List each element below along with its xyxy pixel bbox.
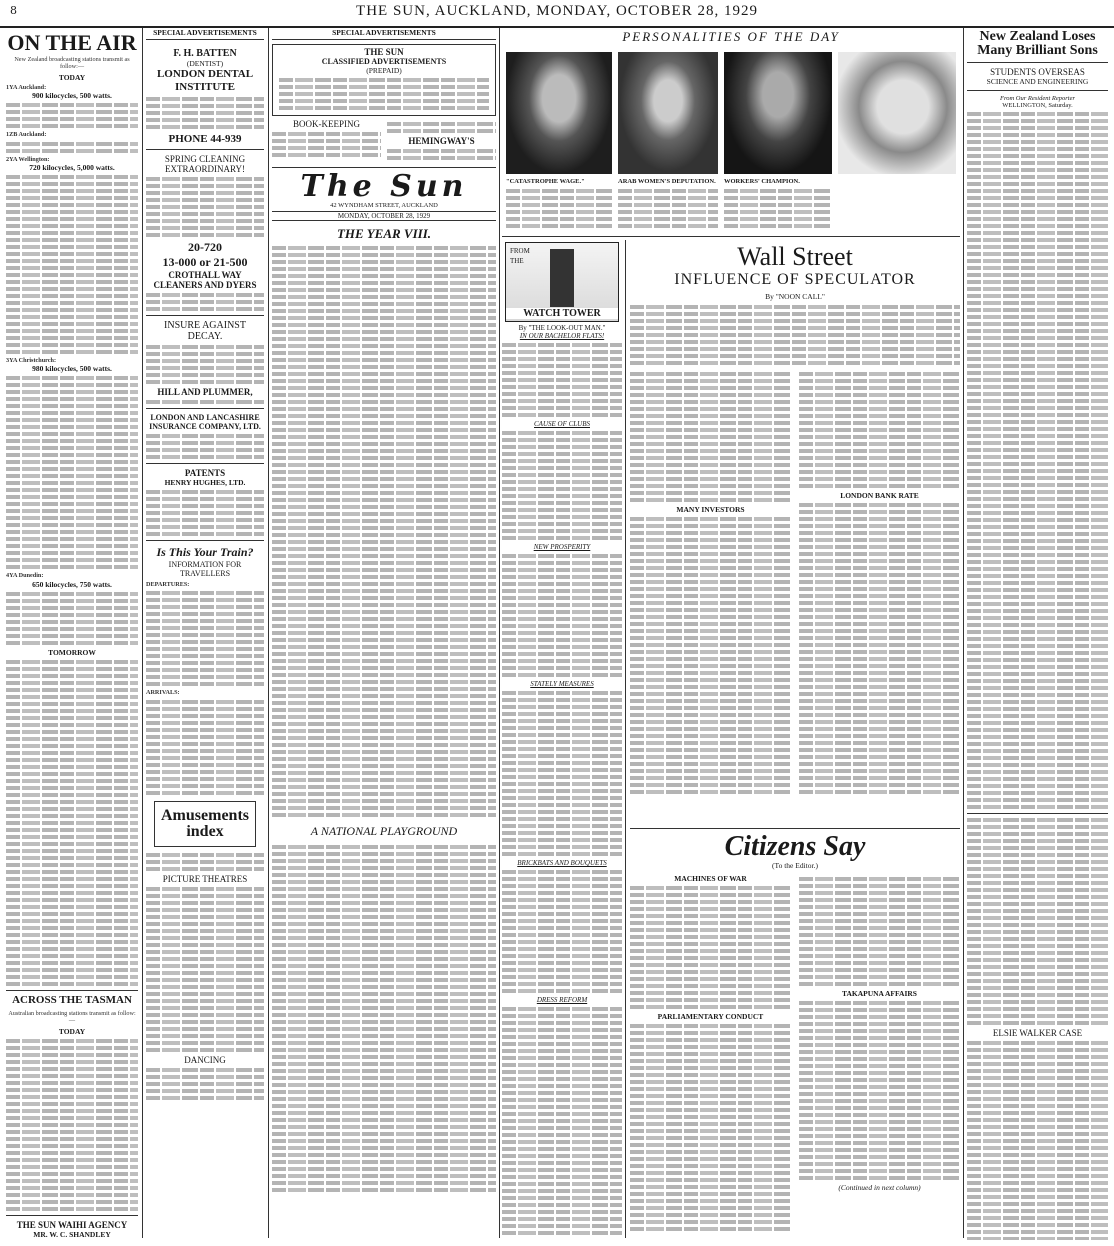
watch-byline: By "THE LOOK-OUT MAN." <box>518 324 606 332</box>
bookkeeping-heading: BOOK-KEEPING <box>293 119 360 129</box>
waihi-agency-title: THE SUN WAIHI AGENCY <box>16 1219 128 1230</box>
editorial-text <box>272 246 496 817</box>
students-overseas: STUDENTS OVERSEAS <box>990 67 1085 77</box>
henry-hughes: HENRY HUGHES, LTD. <box>164 478 246 487</box>
program-text <box>6 660 138 986</box>
to-the-editor: (To the Editor.) <box>772 861 818 870</box>
dancing-heading: DANCING <box>184 1054 226 1065</box>
elsie-walker-text <box>967 1041 1108 1240</box>
program-text <box>6 142 138 153</box>
letter-text <box>630 886 791 1009</box>
station-3ya-freq: 980 kilocycles, 500 watts. <box>32 364 112 374</box>
arrivals-label: ARRIVALS: <box>146 689 180 697</box>
letter-text <box>799 1001 960 1180</box>
watch-sub-1: IN OUR BACHELOR FLATS! <box>519 332 605 340</box>
caption-text <box>618 189 718 228</box>
science-engineering: SCIENCE AND ENGINEERING <box>986 77 1089 86</box>
editorial-column <box>272 28 496 1240</box>
sun-logo-block <box>272 167 496 221</box>
bookkeeping-ad <box>272 119 496 163</box>
page-number: 8 <box>10 4 17 17</box>
watch-tower-logo <box>505 242 619 322</box>
ad-text <box>146 293 264 311</box>
playground-title: A NATIONAL PLAYGROUND <box>310 824 458 838</box>
arab-deputation-photo <box>618 52 718 174</box>
logo-from: FROM <box>510 247 530 255</box>
london-lancashire-insurance: LONDON AND LANCASHIRE INSURANCE COMPANY, LTD. <box>149 413 261 431</box>
arrivals-list <box>146 700 264 795</box>
wellington-dateline: WELLINGTON, Saturday. <box>1002 102 1073 109</box>
travellers-info: INFORMATION FOR TRAVELLERS <box>168 560 242 578</box>
wall-street-lead <box>630 305 960 365</box>
nz-article-text <box>967 112 1108 809</box>
batten-phone: PHONE 44-939 <box>168 133 242 145</box>
citizens-columns <box>630 874 960 1234</box>
caption-text <box>506 189 612 228</box>
column-rule <box>142 28 143 1238</box>
column-rule <box>499 28 500 1238</box>
program-text <box>6 1039 138 1211</box>
citizens-say-section <box>630 828 960 1239</box>
wall-street-subtitle: INFLUENCE OF SPECULATOR <box>674 271 916 288</box>
nz-headline-2: Many Brilliant Sons <box>977 43 1098 58</box>
waihi-agency-name: MR. W. C. SHANDLEY <box>33 1229 111 1239</box>
portrait-photo <box>838 52 956 174</box>
watch-sub-2: CAUSE OF CLUBS <box>534 420 590 428</box>
parliamentary-conduct: PARLIAMENTARY CONDUCT <box>657 1012 764 1021</box>
watch-tower-column <box>502 240 622 1238</box>
departures-label: DEPARTURES: <box>146 581 190 588</box>
playground-text <box>272 845 496 1192</box>
dancing-list <box>146 1068 264 1100</box>
personalities-heading: PERSONALITIES OF THE DAY <box>622 29 840 44</box>
wall-street-text <box>799 503 960 794</box>
logo-the: THE <box>510 257 524 265</box>
hill-and-plummer: HILL AND PLUMMER, <box>157 387 253 397</box>
ad-text <box>146 97 264 129</box>
caption-workers-champion <box>724 178 832 231</box>
program-text <box>6 376 138 569</box>
station-4ya: 4YA Dunedin: <box>6 572 44 580</box>
ad-text <box>146 177 264 237</box>
caption-catastrophe-wage <box>506 178 612 231</box>
insure-against-1: INSURE AGAINST <box>164 320 246 331</box>
editorial-title: THE YEAR VIII. <box>336 226 432 241</box>
nz-headline-1: New Zealand Loses <box>979 29 1096 44</box>
station-2ya-freq: 720 kilocycles, 5,000 watts. <box>29 163 115 173</box>
machines-of-war: MACHINES OF WAR <box>674 874 747 883</box>
ad-text <box>146 490 264 536</box>
column-rule <box>268 28 269 1238</box>
watch-text <box>502 431 622 540</box>
caption-workers-title: WORKERS' CHAMPION. <box>724 178 800 185</box>
patents-heading: PATENTS <box>184 468 226 478</box>
batten-name: F. H. BATTEN <box>173 48 237 59</box>
program-text <box>6 175 138 354</box>
workers-champion-photo <box>724 52 832 174</box>
phone-13-000: 13-000 or 21-500 <box>162 255 248 269</box>
citizens-say-title: Citizens Say <box>724 831 866 862</box>
hemingways: HEMINGWAY'S <box>408 136 475 146</box>
classified-rates <box>279 78 489 110</box>
watch-sub-5: BRICKBATS AND BOUQUETS <box>517 859 607 867</box>
classified-line-2: CLASSIFIED ADVERTISEMENTS <box>321 57 447 66</box>
ad-text <box>146 345 264 384</box>
crothall-cleaners: CROTHALL WAY CLEANERS AND DYERS <box>153 270 257 290</box>
across-tasman-heading: ACROSS THE TASMAN <box>12 993 132 1006</box>
spring-cleaning-2: EXTRAORDINARY! <box>165 164 245 174</box>
phone-20-720: 20-720 <box>188 240 222 254</box>
insure-against-2: DECAY. <box>187 331 223 342</box>
sun-dateline: MONDAY, OCTOBER 28, 1929 <box>272 211 496 221</box>
ad-text <box>146 400 264 404</box>
watch-sub-6: DRESS REFORM <box>536 996 588 1004</box>
wall-street-title: Wall Street <box>737 244 853 271</box>
amusements-box <box>154 801 256 847</box>
special-ads-column <box>146 28 264 1240</box>
nz-headline-box <box>967 30 1108 58</box>
wall-street-byline: By "NOON CALL" <box>765 292 825 301</box>
station-1ya-freq: 900 kilocycles, 500 watts. <box>32 91 112 101</box>
classified-line-3: (PREPAID) <box>366 66 402 75</box>
batten-dentist: (DENTIST) <box>186 59 224 68</box>
amusements-heading: Amusements <box>161 806 249 824</box>
ad-text <box>146 853 264 871</box>
today-label-2: TODAY <box>58 1026 86 1036</box>
caption-text <box>724 189 832 228</box>
masthead <box>0 0 1114 28</box>
special-ads-header-2: SPECIAL ADVERTISEMENTS <box>272 28 496 40</box>
broadcast-intro: New Zealand broadcasting stations transmit as follow:— <box>14 56 130 71</box>
personalities-section <box>502 30 960 237</box>
wall-street-columns <box>630 369 960 797</box>
the-sun-logo: The Sun <box>300 169 468 204</box>
takapuna-affairs: TAKAPUNA AFFAIRS <box>842 989 917 998</box>
program-text <box>6 103 138 128</box>
wall-street-text <box>630 517 791 794</box>
classified-box <box>272 44 496 116</box>
today-label: TODAY <box>58 72 86 82</box>
nz-article-text <box>967 818 1108 1025</box>
continued-note: (Continued in next column) <box>838 1183 921 1192</box>
amusements-index: index <box>186 822 224 840</box>
station-1ya: 1YA Auckland: <box>6 83 47 91</box>
wall-street-text <box>799 372 960 488</box>
letter-text <box>799 877 960 986</box>
watch-text <box>502 1007 622 1238</box>
watch-sub-4: STATELY MEASURES <box>530 680 594 688</box>
column-rule <box>963 28 964 1238</box>
watch-text <box>502 691 622 856</box>
london-dental-institute: LONDON DENTAL INSTITUTE <box>156 68 254 93</box>
letter-text <box>630 1024 791 1231</box>
nz-students-column <box>967 28 1108 1240</box>
program-text <box>6 592 138 645</box>
resident-reporter: From Our Resident Reporter <box>999 95 1076 102</box>
ad-text <box>272 132 381 157</box>
theatre-list <box>146 887 264 1052</box>
special-ads-header: SPECIAL ADVERTISEMENTS <box>146 28 264 40</box>
london-bank-rate-heading: LONDON BANK RATE <box>840 491 919 500</box>
spring-cleaning-1: SPRING CLEANING <box>164 154 246 164</box>
ad-text <box>387 149 496 160</box>
train-heading: Is This Your Train? <box>156 545 254 559</box>
classified-line-1: THE SUN <box>364 47 404 57</box>
wall-street-article <box>630 244 960 824</box>
column-rule <box>625 240 626 1238</box>
across-tasman-intro: Australian broadcasting stations transmit as follow:— <box>8 1009 136 1025</box>
many-investors-heading: MANY INVESTORS <box>676 505 745 514</box>
station-2ya: 2YA Wellington: <box>6 155 50 163</box>
logo-watch-tower: WATCH TOWER <box>506 308 618 319</box>
station-3ya: 3YA Christchurch: <box>6 357 57 365</box>
station-1zb: 1ZB Auckland: <box>6 131 47 139</box>
newspaper-title: THE SUN, AUCKLAND, MONDAY, OCTOBER 28, 1929 <box>356 3 758 19</box>
watch-text <box>502 554 622 677</box>
caption-arab-deputation <box>618 178 718 231</box>
watch-sub-3: NEW PROSPERITY <box>533 543 591 551</box>
elsie-walker-case: ELSIE WALKER CASE <box>992 1028 1083 1038</box>
on-the-air-heading: ON THE AIR <box>7 30 137 55</box>
ad-text <box>146 434 264 459</box>
wall-street-text <box>630 372 791 502</box>
tower-icon <box>550 249 574 307</box>
caption-catastrophe-title: "CATASTROPHE WAGE." <box>506 178 585 185</box>
tomorrow-label: TOMORROW <box>48 647 96 657</box>
watch-text <box>502 343 622 417</box>
catastrophe-wage-photo <box>506 52 612 174</box>
caption-arab-title: ARAB WOMEN'S DEPUTATION. <box>618 178 716 185</box>
station-4ya-freq: 650 kilocycles, 750 watts. <box>32 579 112 589</box>
watch-text <box>502 870 622 993</box>
ad-text <box>387 122 496 133</box>
on-the-air-column <box>6 28 138 1240</box>
sun-address: 42 WYNDHAM STREET, AUCKLAND <box>330 202 438 209</box>
departures-list <box>146 591 264 686</box>
picture-theatres: PICTURE THEATRES <box>162 873 248 884</box>
